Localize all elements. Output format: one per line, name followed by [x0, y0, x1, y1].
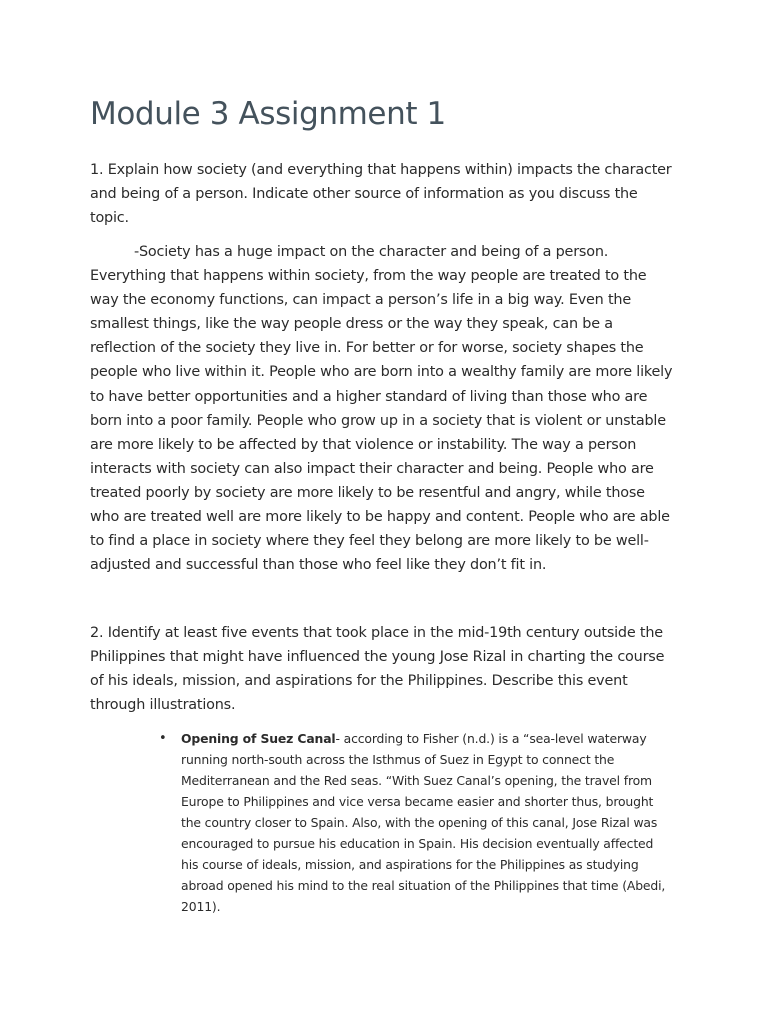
question-2: 2. Identify at least five events that took place in the mid-19th century outside the Philippines that might have influenced the young Jose Rizal in charting the course of his ideals, mission, and aspirations for the Philippines. Describe this event through illustrations. [90, 625, 665, 713]
answer-1: -Society has a huge impact on the character and being of a person. Everything that happens within society, from the way people are treated to the way the economy functions, can impact a person’s life in a big way. Even the smallest things, like the way people dress or the way they speak, can be a reflection of the society they live in. For better or for worse, society shapes the people who live within it. People who are born into a wealthy family are more likely to have better opportunities and a higher standard of living than those who are born into a poor family. People who grow up in a society that is violent or unstable are more likely to be affected by that violence or instability. The way a person interacts with society can also impact their character and being. People who are treated poorly by society are more likely to be resentful and angry, while those who are treated well are more likely to be happy and content. People who are able to find a place in society where they feel they belong are more likely to be well-adjusted and successful than those who feel like they don’t fit in. [90, 244, 673, 574]
question-1: 1. Explain how society (and everything that happens within) impacts the character and being of a person. Indicate other source of information as you discuss the topic. [90, 162, 672, 226]
event-term: Opening of Suez Canal [181, 731, 336, 746]
bullet-marker: • [159, 731, 167, 746]
event-description: - according to Fisher (n.d.) is a “sea-level waterway running north-south across the Isthmus of Suez in Egypt to connect the Mediterranean and the Red seas. “With Suez Canal’s opening, the travel from Europe to Philippines and vice versa became easier and shorter thus, brought the country closer to Spain. Also, with the opening of this canal, Jose Rizal was encouraged to pursue his education in Spain. His decision eventually affected his course of ideals, mission, and aspirations for the Philippines as studying abroad opened his mind to the real situation of the Philippines that time (Abedi, 2011). [181, 731, 666, 914]
document-title: Module 3 Assignment 1 [90, 96, 446, 132]
list-item [159, 728, 667, 917]
events-list [159, 728, 667, 917]
